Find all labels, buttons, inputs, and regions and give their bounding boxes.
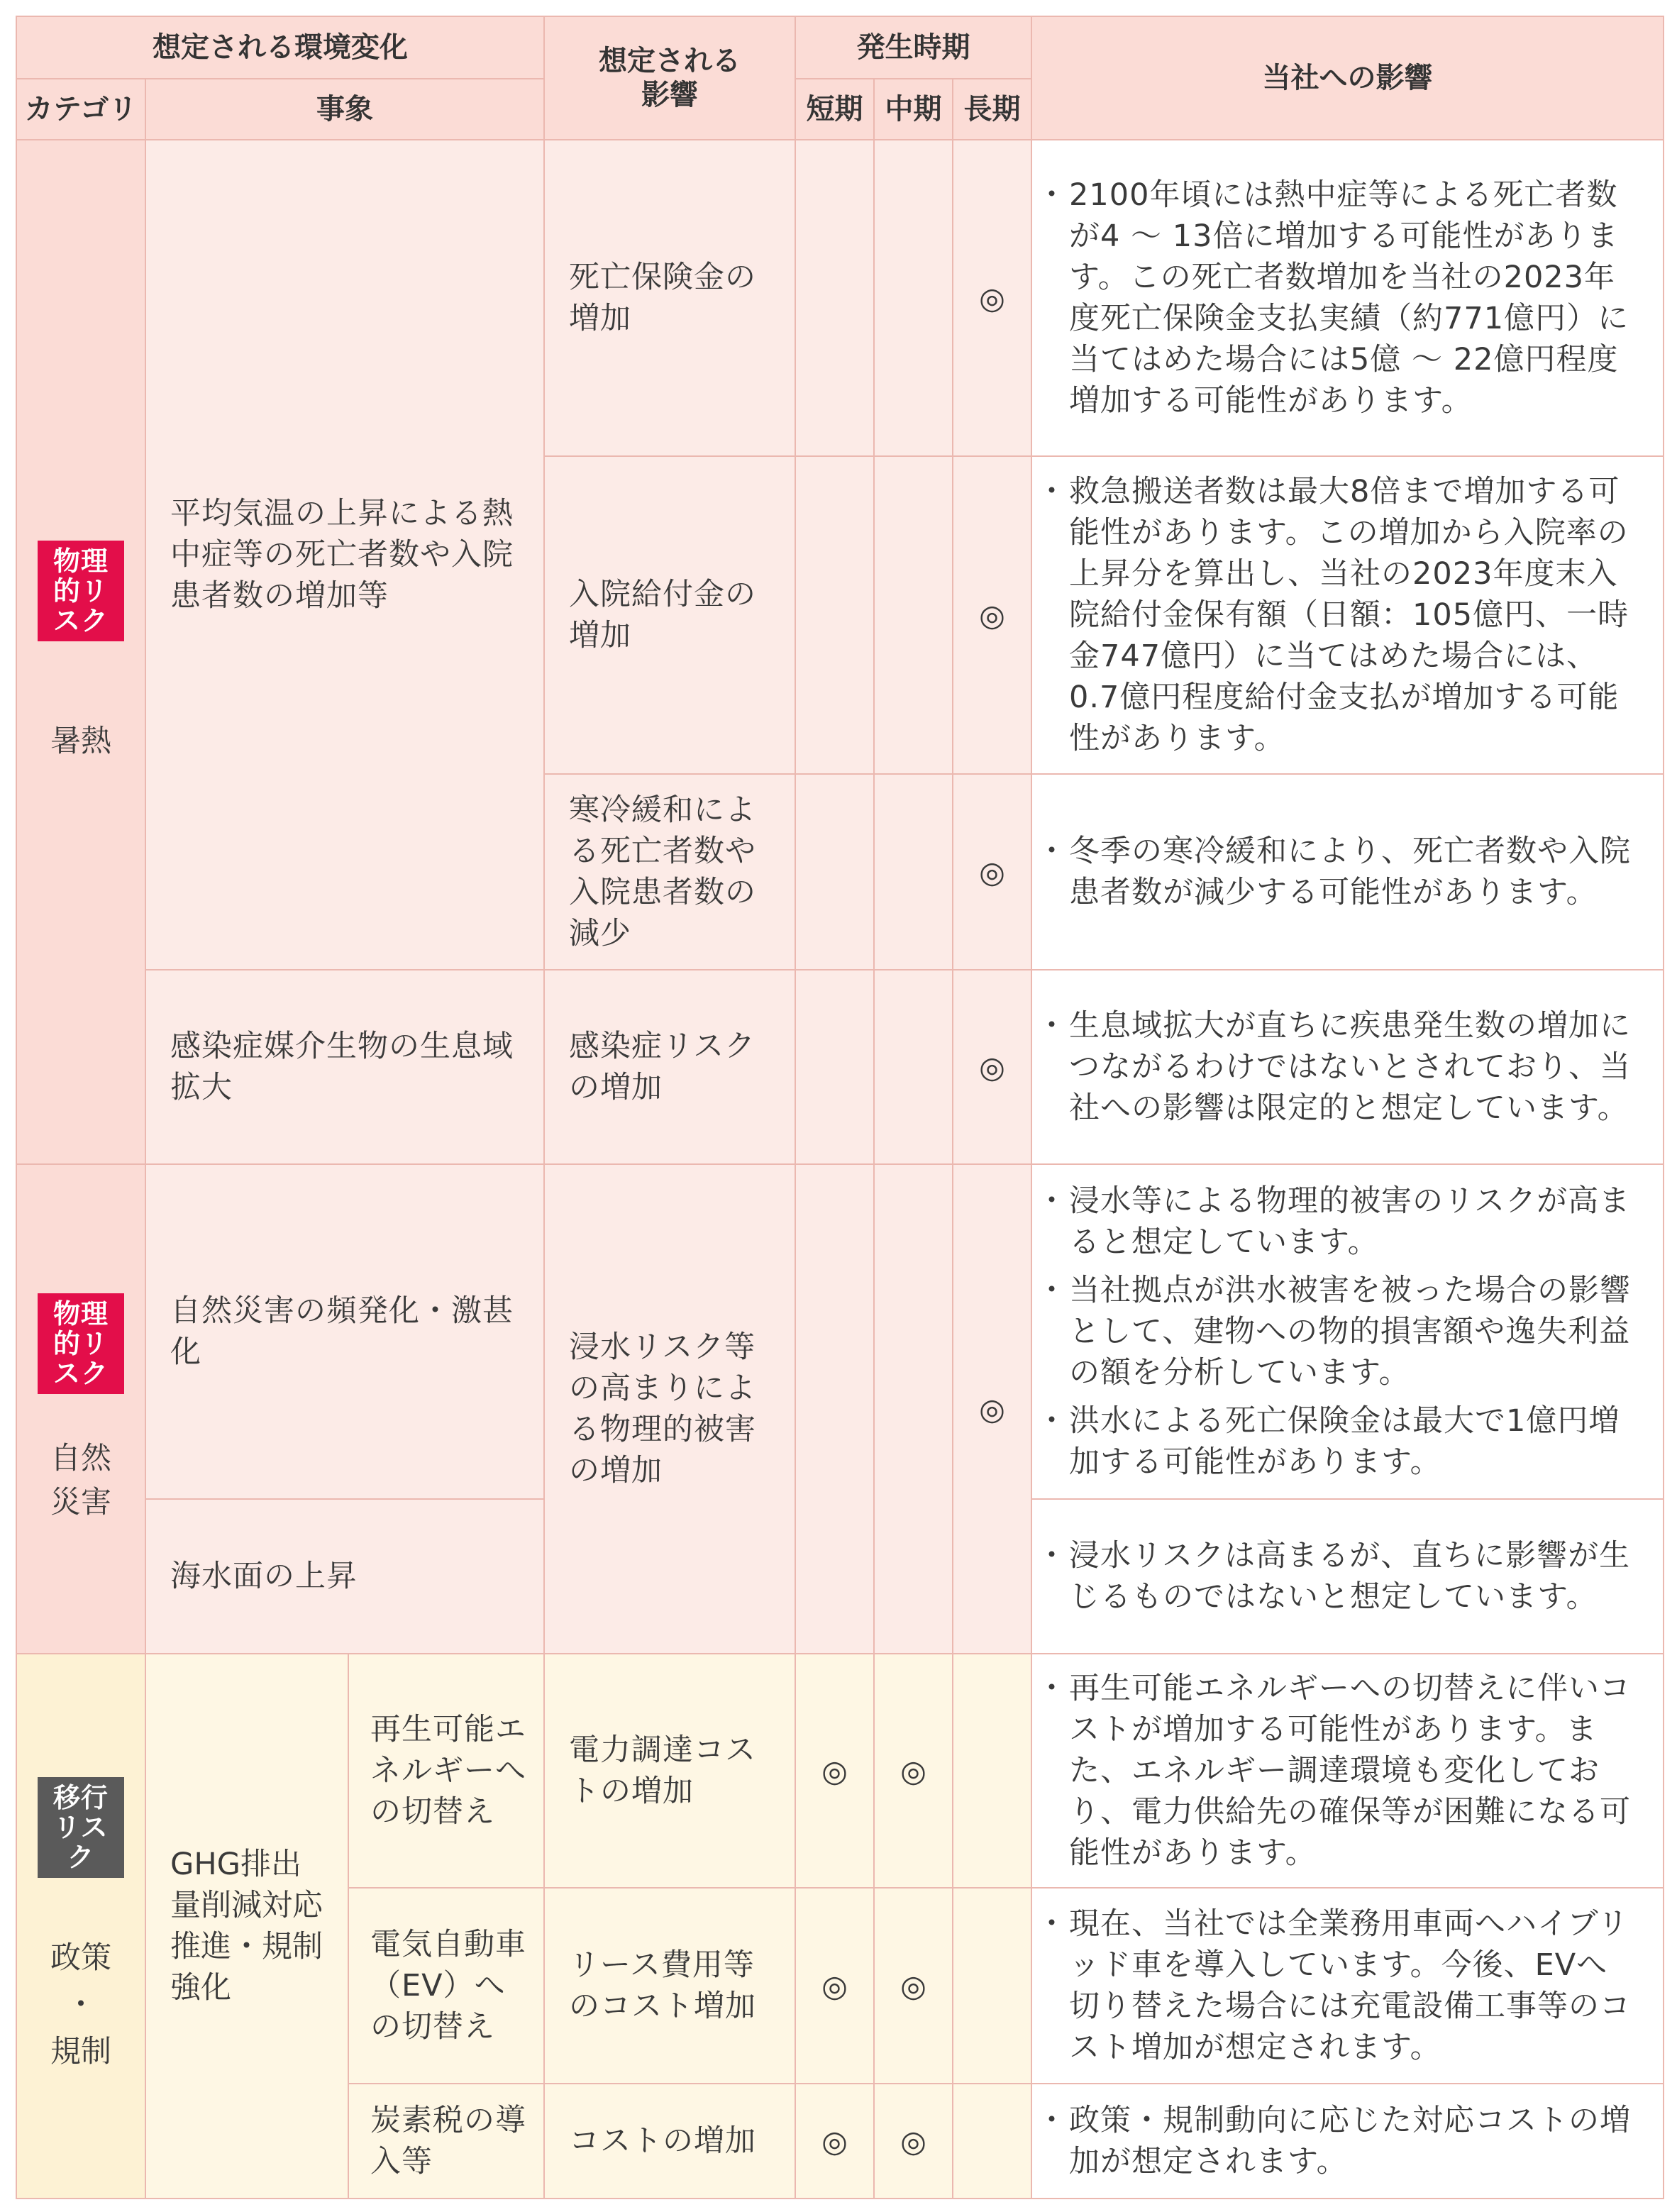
short-term-mark: ◎ (795, 1888, 874, 2084)
sub-event-renewable: 再生可能エネルギーへの切替え (348, 1654, 544, 1888)
header-short-term: 短期 (795, 79, 874, 140)
category-policy (16, 1654, 145, 2199)
impact-bullet: ・ 浸水等による物理的被害のリスクが高まると想定しています。 (1069, 1180, 1637, 1263)
short-term-cell (795, 1164, 874, 1654)
company-impact-cell (1031, 1654, 1664, 1888)
category-policy-line2: 規制 (50, 2034, 111, 2069)
risk-table-page (16, 16, 1663, 2198)
header-expected-impact-label: 想定される影響 (599, 45, 741, 111)
long-term-cell (953, 2084, 1031, 2199)
category-heat (16, 140, 145, 1164)
mid-term-cell (874, 456, 953, 774)
event-ghg-reduction (145, 1654, 348, 2199)
impact-bullet: ・ 再生可能エネルギーへの切替えに伴いコストが増加する可能性があります。また、エネルギー調達環境も変化しており、電力供給先の確保等が困難になる可能性があります。 (1069, 1668, 1637, 1874)
impact-lease-cost: リース費用等のコスト増加 (544, 1888, 795, 2084)
mid-term-mark: ◎ (874, 1654, 953, 1888)
header-timing: 発生時期 (795, 16, 1031, 79)
mid-term-cell (874, 774, 953, 970)
header-mid-term: 中期 (874, 79, 953, 140)
short-term-cell (795, 140, 874, 456)
event-ghg-label: GHG排出量削減対応推進・規制強化 (170, 1847, 323, 2006)
impact-power-cost: 電力調達コストの増加 (544, 1654, 795, 1888)
company-impact-cell (1031, 140, 1664, 456)
category-disaster-name: 自然災害 (50, 1441, 111, 1520)
long-term-cell (953, 1654, 1031, 1888)
long-term-mark: ◎ (953, 1164, 1031, 1654)
event-vector-habitat: 感染症媒介生物の生息域拡大 (145, 970, 544, 1164)
long-term-cell (953, 1888, 1031, 2084)
mid-term-cell (874, 1164, 953, 1654)
mid-term-mark: ◎ (874, 2084, 953, 2199)
event-natural-disaster: 自然災害の頻発化・激甚化 (145, 1164, 544, 1499)
sub-event-carbon-tax: 炭素税の導入等 (348, 2084, 544, 2199)
physical-risk-badge: 物理的リスク (17, 1293, 145, 1394)
event-sea-level-rise: 海水面の上昇 (145, 1499, 544, 1654)
impact-cold-mitigation: 寒冷緩和による死亡者数や入院患者数の減少 (544, 774, 795, 970)
mid-term-cell (874, 140, 953, 456)
impact-death-benefit: 死亡保険金の増加 (544, 140, 795, 456)
company-impact-cell (1031, 456, 1664, 774)
impact-bullet: ・ 2100年頃には熱中症等による死亡者数が4 ～ 13倍に増加する可能性があります。この死亡者数増加を当社の2023年度死亡保険金支払実績（約771億円）に当てはめた場合には5億 ～ 22億円程度増加する可能性があります。 (1069, 175, 1637, 421)
company-impact-cell (1031, 970, 1664, 1164)
long-term-mark: ◎ (953, 970, 1031, 1164)
company-impact-cell (1031, 1164, 1664, 1499)
header-long-term: 長期 (953, 79, 1031, 140)
impact-hospital-benefit: 入院給付金の増加 (544, 456, 795, 774)
short-term-mark: ◎ (795, 2084, 874, 2199)
climate-risk-table (16, 16, 1664, 2199)
event-heat-illness: 平均気温の上昇による熱中症等の死亡者数や入院患者数の増加等 (145, 140, 544, 970)
mid-term-mark: ◎ (874, 1888, 953, 2084)
impact-bullet: ・ 浸水リスクは高まるが、直ちに影響が生じるものではないと想定しています。 (1069, 1535, 1637, 1617)
long-term-mark: ◎ (953, 140, 1031, 456)
short-term-cell (795, 774, 874, 970)
short-term-cell (795, 456, 874, 774)
short-term-cell (795, 970, 874, 1164)
impact-bullet: ・ 政策・規制動向に応じた対応コストの増加が想定されます。 (1069, 2100, 1637, 2182)
impact-bullet: ・ 当社拠点が洪水被害を被った場合の影響として、建物への物的損害額や逸失利益の額を分析しています。 (1069, 1270, 1637, 1393)
impact-bullet: ・ 洪水による死亡保険金は最大で1億円増加する可能性があります。 (1069, 1400, 1637, 1483)
impact-infection-risk: 感染症リスクの増加 (544, 970, 795, 1164)
header-expected-impact (544, 16, 795, 140)
short-term-mark: ◎ (795, 1654, 874, 1888)
impact-bullet: ・ 冬季の寒冷緩和により、死亡者数や入院患者数が減少する可能性があります。 (1069, 831, 1637, 913)
mid-term-cell (874, 970, 953, 1164)
category-disaster (16, 1164, 145, 1654)
category-policy-dot: ・ (65, 1987, 96, 2023)
impact-bullet: ・ 生息域拡大が直ちに疾患発生数の増加につながるわけではないとされており、当社への影響は限定的と想定しています。 (1069, 1005, 1637, 1129)
impact-bullet: ・ 救急搬送者数は最大8倍まで増加する可能性があります。この増加から入院率の上昇分を算出し、当社の2023年度末入院給付金保有額（日額：105億円、一時金747億円）に当てはめた場合には、0.7億円程度給付金支払が増加する可能性があります。 (1069, 471, 1637, 759)
company-impact-cell (1031, 1499, 1664, 1654)
impact-flood-damage: 浸水リスク等の高まりによる物理的被害の増加 (544, 1164, 795, 1654)
category-heat-name: 暑熱 (50, 724, 111, 759)
physical-risk-badge: 物理的リスク (17, 541, 145, 641)
impact-cost-increase: コストの増加 (544, 2084, 795, 2199)
header-event: 事象 (145, 79, 544, 140)
category-policy-line1: 政策 (50, 1940, 111, 1976)
transition-risk-badge: 移行リスク (17, 1777, 145, 1878)
header-category: カテゴリ (16, 79, 145, 140)
header-env-change: 想定される環境変化 (16, 16, 544, 79)
company-impact-cell (1031, 1888, 1664, 2084)
category-policy-name (17, 1935, 145, 2075)
company-impact-cell (1031, 2084, 1664, 2199)
header-company-impact: 当社への影響 (1031, 16, 1664, 140)
impact-bullet: ・ 現在、当社では全業務用車両へハイブリッド車を導入しています。今後、EVへ切り替えた場合には充電設備工事等のコスト増加が想定されます。 (1069, 1903, 1637, 2068)
long-term-mark: ◎ (953, 774, 1031, 970)
sub-event-ev: 電気自動車（EV）への切替え (348, 1888, 544, 2084)
company-impact-cell (1031, 774, 1664, 970)
long-term-mark: ◎ (953, 456, 1031, 774)
